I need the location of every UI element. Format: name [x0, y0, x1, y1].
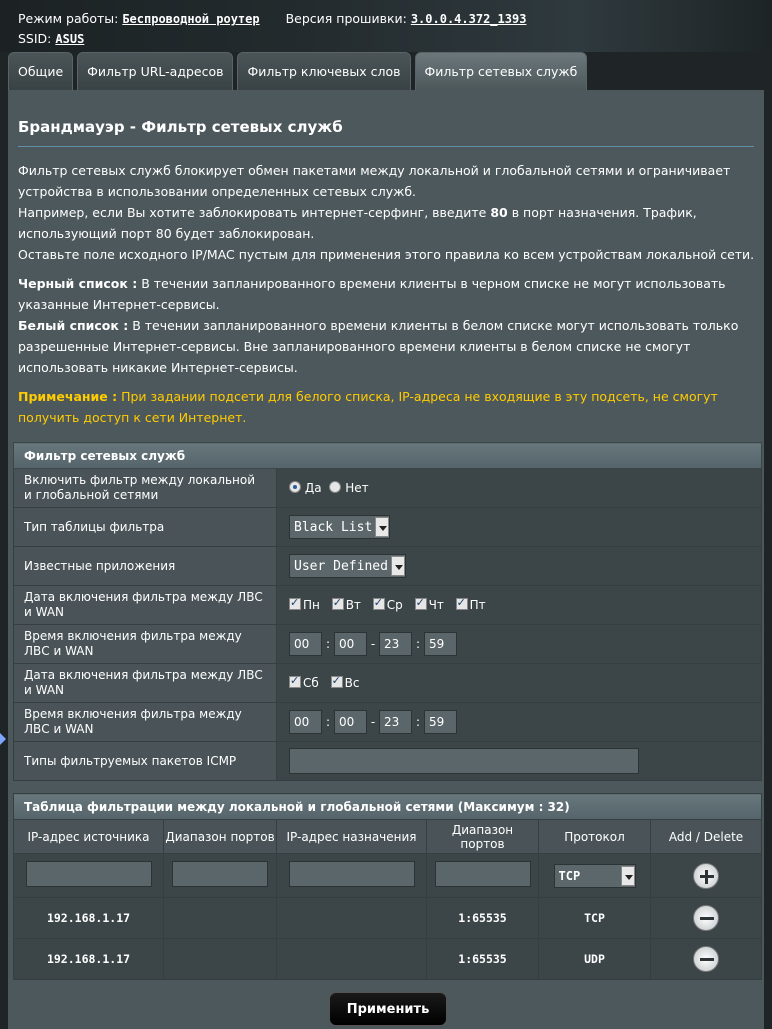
ssid-label: SSID: [18, 31, 52, 46]
filter-settings-header: Фильтр сетевых служб [14, 443, 762, 469]
mode-label: Режим работы: [18, 11, 119, 26]
time1-end-hour-input[interactable]: 23 [379, 632, 412, 656]
known-apps-value: User Defined [294, 558, 388, 574]
description [18, 160, 758, 436]
note-label: Примечание : [18, 389, 118, 404]
known-apps-select[interactable] [289, 554, 406, 578]
add-rule-button[interactable] [693, 863, 719, 889]
day-label: Вт [345, 598, 361, 612]
day-label: Сб [303, 676, 319, 690]
table-type-label: Тип таблицы фильтра [14, 508, 277, 547]
time2-start-hour-input[interactable]: 00 [289, 710, 322, 734]
time2-start-min-input[interactable]: 00 [334, 710, 367, 734]
page-title: Брандмауэр - Фильтр сетевых служб [18, 118, 343, 136]
row-protocol: TCP [539, 898, 651, 939]
desc-line-2c: в порт назначения. Трафик, использующий порт 80 будет заблокирован. [18, 205, 697, 241]
side-arrow-icon [0, 733, 6, 745]
enable-yes-radio[interactable] [289, 481, 301, 493]
desc-line-1: Фильтр сетевых служб блокирует обмен пакетами между локальной и глобальной сетями и ограничивает устройства в использовании определенных сетевых служб. [18, 163, 731, 199]
col-src-ip: IP-адрес источника [14, 820, 164, 854]
row-protocol: UDP [539, 939, 651, 980]
table-row [14, 939, 762, 980]
day-thu-checkbox[interactable] [415, 598, 427, 610]
icmp-label: Типы фильтруемых пакетов ICMP [14, 742, 277, 781]
firmware-link[interactable]: 3.0.0.4.372_1393 [410, 12, 527, 26]
time1-end-min-input[interactable]: 59 [424, 632, 457, 656]
new-dst-port-input[interactable] [435, 861, 531, 887]
weekday-checkboxes [277, 586, 762, 625]
col-src-port: Диапазон портов [164, 820, 277, 854]
new-src-port-input[interactable] [172, 861, 268, 887]
weekday-date-label: Дата включения фильтра между ЛВС и WAN [14, 586, 277, 625]
day-sun-checkbox[interactable] [331, 676, 343, 688]
rules-table [13, 793, 762, 980]
whitelist-text: В течении запланированного времени клиенты в белом списке могут использовать только разрешенные Интернет-сервисы. Вне запланированного времени клиенты в белом списке не смогут использовать никакие Интернет-сервисы. [18, 318, 739, 375]
filter-settings-table: Фильтр сетевых служб Включить фильтр между локальной и глобальной сетями Да Нет Тип таблицы фильтра Black List Известные приложения User Defined Дата включения фильтра между ЛВС и WAN ✓ Пн ✓ Вт ✓ Ср ✓ Чт ✓ Пт Время включения фильтра между ЛВС и WAN 00 : 00 - 23 : 59 Дата включения фильтра между ЛВС и WAN ✓ Сб ✓ Вс Время включения фильтра между ЛВС и WAN 00 : 00 - 23 : 59 Типы фильтруемых пакетов ICMP [13, 442, 762, 781]
apply-button[interactable]: Применить [329, 992, 447, 1026]
day-label: Чт [428, 598, 444, 612]
note-text: При задании подсети для белого списка, IP-адреса не входящие в эту подсеть, не смогут получить доступ к сети Интернет. [18, 389, 718, 425]
ssid-link[interactable]: ASUS [55, 32, 85, 46]
chevron-down-icon [375, 517, 389, 537]
row-dst-ip [277, 898, 427, 939]
new-protocol-select[interactable] [554, 864, 636, 888]
content-panel [8, 90, 764, 1029]
title-divider [18, 146, 754, 147]
day-label: Пт [469, 598, 486, 612]
day-label: Ср [386, 598, 403, 612]
day-tue-checkbox[interactable] [332, 598, 344, 610]
chevron-down-icon [391, 556, 405, 576]
desc-line-3: Оставьте поле исходного IP/MAC пустым для применения этого правила ко всем устройствам локальной сети. [18, 247, 755, 262]
whitelist-label: Белый список : [18, 318, 129, 333]
col-dst-port: Диапазон портов [427, 820, 539, 854]
weekday-time-label: Время включения фильтра между ЛВС и WAN [14, 625, 277, 664]
icmp-input[interactable] [289, 748, 639, 774]
new-src-ip-input[interactable] [26, 861, 152, 887]
col-protocol: Протокол [539, 820, 651, 854]
row-src-port [164, 939, 277, 980]
time2-end-hour-input[interactable]: 23 [379, 710, 412, 734]
firmware-label: Версия прошивки: [285, 11, 407, 26]
rules-table-header: Таблица фильтрации между локальной и глобальной сетями (Максимум : 32) [14, 794, 762, 820]
row-dst-ip [277, 939, 427, 980]
weekend-date-label: Дата включения фильтра между ЛВС и WAN [14, 664, 277, 703]
desc-port-80: 80 [490, 205, 508, 220]
tab-url-filter[interactable]: Фильтр URL-адресов [77, 52, 233, 90]
row-dst-port: 1:65535 [427, 898, 539, 939]
day-sat-checkbox[interactable] [289, 676, 301, 688]
day-mon-checkbox[interactable] [289, 598, 301, 610]
weekend-checkboxes [277, 664, 762, 703]
top-status-bar [0, 0, 772, 52]
enable-no-label: Нет [345, 481, 369, 495]
tab-keyword-filter[interactable]: Фильтр ключевых слов [237, 52, 410, 90]
blacklist-text: В течении запланированного времени клиенты в черном списке не могут использовать указанные Интернет-сервисы. [18, 276, 726, 312]
blacklist-label: Черный список : [18, 276, 138, 291]
day-fri-checkbox[interactable] [456, 598, 468, 610]
time2-end-min-input[interactable]: 59 [424, 710, 457, 734]
chevron-down-icon [621, 866, 635, 886]
known-apps-label: Известные приложения [14, 547, 277, 586]
delete-rule-button[interactable] [693, 905, 719, 931]
tab-general[interactable]: Общие [8, 52, 73, 90]
delete-rule-button[interactable] [693, 946, 719, 972]
day-label: Пн [303, 598, 320, 612]
row-src-ip: 192.168.1.17 [14, 939, 164, 980]
time1-start-min-input[interactable]: 00 [334, 632, 367, 656]
time1-start-hour-input[interactable]: 00 [289, 632, 322, 656]
tab-bar [8, 52, 591, 90]
desc-line-2a: Например, если Вы хотите заблокировать интернет-серфинг, введите [18, 205, 491, 220]
enable-filter-label: Включить фильтр между локальной и глобальной сетями [14, 469, 277, 508]
day-label: Вс [344, 676, 360, 690]
row-src-port [164, 898, 277, 939]
table-type-select[interactable] [289, 515, 390, 539]
tab-network-services-filter[interactable]: Фильтр сетевых служб [415, 52, 588, 90]
col-add-delete: Add / Delete [651, 820, 762, 854]
row-src-ip: 192.168.1.17 [14, 898, 164, 939]
enable-no-radio[interactable] [329, 481, 341, 493]
enable-filter-value [277, 469, 762, 508]
day-wed-checkbox[interactable] [373, 598, 385, 610]
enable-yes-label: Да [304, 481, 322, 495]
row-dst-port: 1:65535 [427, 939, 539, 980]
mode-link[interactable]: Беспроводной роутер [122, 12, 260, 26]
new-protocol-value: TCP [558, 868, 581, 883]
col-dst-ip: IP-адрес назначения [277, 820, 427, 854]
table-row [14, 898, 762, 939]
table-type-value: Black List [294, 519, 373, 535]
weekend-time-label: Время включения фильтра между ЛВС и WAN [14, 703, 277, 742]
new-dst-ip-input[interactable] [289, 861, 415, 887]
